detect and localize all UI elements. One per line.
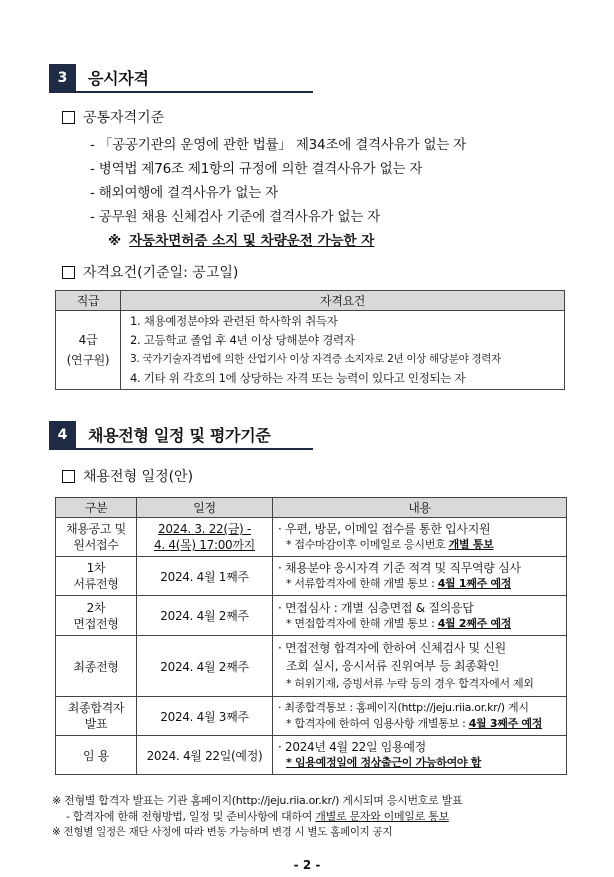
section-4-number: 4 bbox=[49, 421, 76, 448]
schedule-heading bbox=[62, 466, 193, 486]
content-cell bbox=[273, 736, 567, 775]
requirements-table bbox=[55, 290, 565, 390]
footnote-2-emph: 개별로 문자와 이메일로 통보 bbox=[315, 810, 449, 823]
section-3-header bbox=[49, 64, 149, 91]
table-row bbox=[56, 311, 565, 390]
content-cell bbox=[273, 518, 567, 557]
content-note bbox=[278, 576, 566, 592]
content-note bbox=[278, 716, 566, 732]
content-text: · 우편, 방문, 이메일 접수를 통한 입사지원 bbox=[278, 522, 491, 536]
date-text: 2024. 3. 22(금) - bbox=[157, 522, 251, 536]
content-note: * 허위기재, 증빙서류 누락 등의 경우 합격자에서 제외 bbox=[286, 677, 534, 690]
stage-text: 원서접수 bbox=[73, 538, 119, 552]
table-row bbox=[56, 518, 567, 557]
content-text: · 면접심사 : 개별 심층면접 & 질의응답 bbox=[278, 600, 474, 615]
content-note-emph: 4월 2째주 예정 bbox=[437, 616, 512, 630]
schedule-label: 채용전형 일정(안) bbox=[83, 469, 194, 485]
date-cell: 2024. 4월 22일(예정) bbox=[137, 736, 273, 775]
stage-cell bbox=[56, 557, 137, 596]
common-criteria-label: 공통자격기준 bbox=[83, 110, 165, 126]
stage-text: 1차 bbox=[86, 561, 106, 575]
date-cell: 2024. 4월 1째주 bbox=[137, 557, 273, 596]
content-note-text: * 합격자에 한하여 임용사항 개별통보 : bbox=[286, 717, 469, 730]
stage-cell bbox=[56, 518, 137, 557]
checkbox-square-icon bbox=[62, 470, 75, 483]
requirement-item: 3. 국가기술자격법에 의한 산업기사 이상 자격증 소지자로 2년 이상 해당분야 경력자 bbox=[130, 353, 501, 365]
grade-cell bbox=[56, 311, 121, 390]
section-4-underline bbox=[49, 448, 313, 450]
table-row bbox=[56, 636, 567, 697]
stage-text: 발표 bbox=[84, 717, 108, 731]
footnote-2-text: - 합격자에 한해 전형방법, 일정 및 준비사항에 대하여 bbox=[66, 810, 316, 823]
requirements-heading bbox=[62, 262, 238, 282]
content-note-text: * 면접합격자에 한해 개별 통보 : bbox=[286, 616, 438, 630]
content-text: · 채용분야 응시자격 기준 적격 및 직무역량 심사 bbox=[278, 561, 521, 575]
stage-text: 면접전형 bbox=[73, 616, 119, 631]
stage-cell: 최종전형 bbox=[56, 636, 137, 697]
col-requirements: 자격요건 bbox=[121, 291, 565, 311]
requirement-item: 2. 고등학교 졸업 후 4년 이상 당해분야 경력자 bbox=[130, 333, 355, 347]
footnote-1: ※ 전형별 합격자 발표는 기관 홈페이지(http://jeju.riia.or.kr/) 게시되며 응시번호로 발표 bbox=[52, 794, 463, 807]
date-text: 4. 4(목) 17:00까지 bbox=[154, 538, 255, 552]
note-mark: ※ bbox=[108, 233, 122, 249]
content-note bbox=[278, 537, 566, 553]
content-note-text: * 접수마감이후 이메일로 응시번호 bbox=[286, 538, 449, 551]
content-text: 조회 실시, 응시서류 진위여부 등 최종확인 bbox=[286, 659, 500, 673]
section-4-header bbox=[49, 421, 271, 448]
requirement-item: 4. 기타 위 각호의 1에 상당하는 자격 또는 능력이 있다고 인정되는 자 bbox=[130, 371, 466, 385]
content-note bbox=[278, 616, 566, 632]
grade-line-1: 4급 bbox=[78, 333, 98, 347]
content-note-emph: 4월 1째주 예정 bbox=[437, 577, 512, 590]
section-3-title: 응시자격 bbox=[88, 69, 149, 88]
table-row bbox=[56, 596, 567, 636]
content-text: · 2024년 4월 22일 임용예정 bbox=[278, 740, 426, 754]
content-note-text: * 서류합격자에 한해 개별 통보 : bbox=[286, 577, 438, 590]
content-cell bbox=[273, 636, 567, 697]
checkbox-square-icon bbox=[62, 266, 75, 279]
col-date: 일정 bbox=[137, 498, 273, 518]
section-3-number: 3 bbox=[49, 64, 76, 91]
stage-text: 서류전형 bbox=[73, 577, 119, 591]
page-number: - 2 - bbox=[293, 858, 321, 872]
date-cell bbox=[137, 518, 273, 557]
license-note bbox=[108, 229, 374, 249]
content-note-emph: 4월 3째주 예정 bbox=[468, 717, 543, 730]
common-item-2: - 병역법 제76조 제1항의 규정에 의한 결격사유가 없는 자 bbox=[90, 161, 423, 177]
section-4-title: 채용전형 일정 및 평가기준 bbox=[88, 426, 271, 445]
checkbox-square-icon bbox=[62, 111, 75, 124]
requirement-item: 1. 채용예정분야와 관련된 학사학위 취득자 bbox=[130, 314, 338, 328]
content-note-emph: 개별 통보 bbox=[448, 538, 494, 551]
table-row bbox=[56, 736, 567, 775]
content-text: · 면접전형 합격자에 한하여 신체검사 및 신원 bbox=[278, 641, 506, 655]
common-item-3: - 해외여행에 결격사유가 없는 자 bbox=[90, 185, 278, 201]
common-item-1: - 「공공기관의 운영에 관한 법률」 제34조에 결격사유가 없는 자 bbox=[90, 137, 467, 153]
col-content: 내용 bbox=[273, 498, 567, 518]
content-cell bbox=[273, 697, 567, 736]
section-3-underline bbox=[49, 91, 313, 93]
footnote-2 bbox=[66, 808, 449, 824]
stage-cell bbox=[56, 697, 137, 736]
content-cell bbox=[273, 557, 567, 596]
col-grade: 직급 bbox=[56, 291, 121, 311]
grade-line-2: (연구원) bbox=[66, 353, 110, 367]
stage-text: 2차 bbox=[86, 600, 106, 615]
stage-cell: 임 용 bbox=[56, 736, 137, 775]
table-row bbox=[56, 557, 567, 596]
common-criteria-heading bbox=[62, 107, 164, 127]
footnote-3: ※ 전형별 일정은 재단 사정에 따라 변동 가능하며 변경 시 별도 홈페이지 공지 bbox=[52, 826, 393, 838]
content-note: * 임용예정일에 정상출근이 가능하여야 함 bbox=[286, 756, 482, 769]
stage-cell bbox=[56, 596, 137, 636]
content-text: · 최종합격통보 : 홈페이지(http://jeju.riia.or.kr/) 게시 bbox=[278, 701, 529, 714]
date-cell: 2024. 4월 3째주 bbox=[137, 697, 273, 736]
date-cell: 2024. 4월 2째주 bbox=[137, 596, 273, 636]
stage-text: 채용공고 및 bbox=[66, 522, 126, 536]
content-cell bbox=[273, 596, 567, 636]
stage-text: 최종합격자 bbox=[67, 701, 125, 715]
requirements-cell bbox=[121, 311, 565, 390]
table-row bbox=[56, 697, 567, 736]
date-cell: 2024. 4월 2째주 bbox=[137, 636, 273, 697]
schedule-table bbox=[55, 497, 567, 775]
requirements-label: 자격요건(기준일: 공고일) bbox=[83, 265, 239, 281]
common-item-4: - 공무원 채용 신체검사 기준에 결격사유가 없는 자 bbox=[90, 209, 381, 225]
col-stage: 구분 bbox=[56, 498, 137, 518]
license-note-text: 자동차면허증 소지 및 차량운전 가능한 자 bbox=[129, 233, 375, 249]
